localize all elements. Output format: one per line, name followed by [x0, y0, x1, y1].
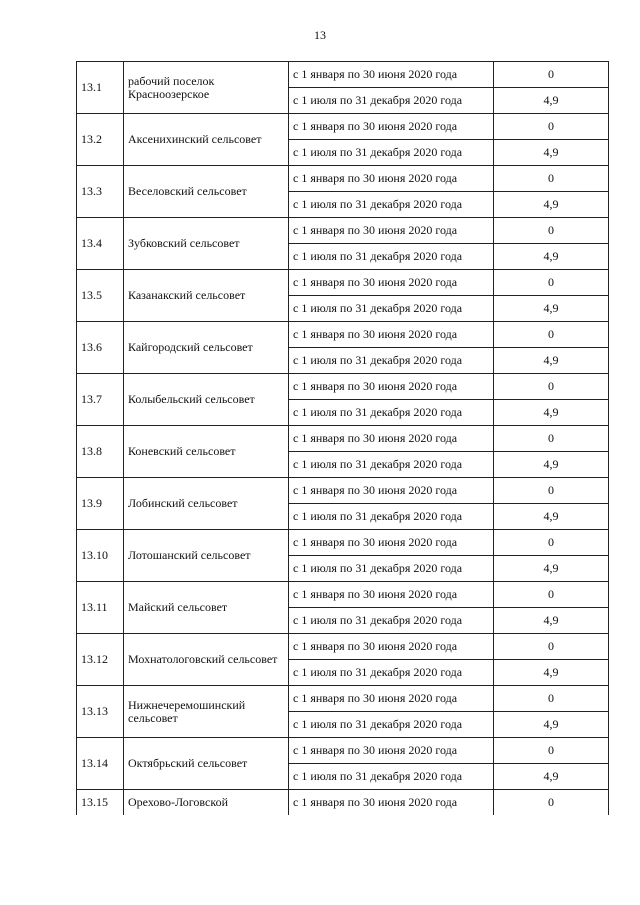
value-first: 0 [494, 738, 609, 764]
period-first: с 1 января по 30 июня 2020 года [289, 582, 494, 608]
period-first: с 1 января по 30 июня 2020 года [289, 530, 494, 556]
period-second: с 1 июля по 31 декабря 2020 года [289, 556, 494, 582]
row-number: 13.3 [77, 166, 124, 218]
row-number: 13.15 [77, 790, 124, 816]
settlement-name: Коневский сельсовет [124, 426, 289, 478]
table-row [77, 530, 609, 556]
table-row [77, 218, 609, 244]
period-first: с 1 января по 30 июня 2020 года [289, 478, 494, 504]
value-second: 4,9 [494, 764, 609, 790]
value-first: 0 [494, 270, 609, 296]
settlement-name: Мохнатологовский сельсовет [124, 634, 289, 686]
settlement-name: Зубковский сельсовет [124, 218, 289, 270]
row-number: 13.11 [77, 582, 124, 634]
table-row [77, 62, 609, 88]
settlement-name: Лотошанский сельсовет [124, 530, 289, 582]
value-second: 4,9 [494, 348, 609, 374]
row-number: 13.10 [77, 530, 124, 582]
row-number: 13.4 [77, 218, 124, 270]
period-first: с 1 января по 30 июня 2020 года [289, 114, 494, 140]
period-first: с 1 января по 30 июня 2020 года [289, 270, 494, 296]
period-second: с 1 июля по 31 декабря 2020 года [289, 88, 494, 114]
value-first: 0 [494, 114, 609, 140]
row-number: 13.8 [77, 426, 124, 478]
period-first: с 1 января по 30 июня 2020 года [289, 686, 494, 712]
settlement-name: Казанакский сельсовет [124, 270, 289, 322]
value-first: 0 [494, 530, 609, 556]
period-first: с 1 января по 30 июня 2020 года [289, 426, 494, 452]
table-row [77, 270, 609, 296]
table-row [77, 374, 609, 400]
period-first: с 1 января по 30 июня 2020 года [289, 218, 494, 244]
value-first: 0 [494, 62, 609, 88]
value-second: 4,9 [494, 712, 609, 738]
period-second: с 1 июля по 31 декабря 2020 года [289, 504, 494, 530]
value-first: 0 [494, 634, 609, 660]
value-first: 0 [494, 218, 609, 244]
table-body [77, 62, 609, 816]
value-first: 0 [494, 582, 609, 608]
table-row [77, 322, 609, 348]
row-number: 13.14 [77, 738, 124, 790]
value-first: 0 [494, 322, 609, 348]
settlement-name: Колыбельский сельсовет [124, 374, 289, 426]
period-second: с 1 июля по 31 декабря 2020 года [289, 400, 494, 426]
period-first: с 1 января по 30 июня 2020 года [289, 62, 494, 88]
value-second: 4,9 [494, 192, 609, 218]
period-first: с 1 января по 30 июня 2020 года [289, 166, 494, 192]
value-second: 4,9 [494, 140, 609, 166]
row-number: 13.12 [77, 634, 124, 686]
row-number: 13.13 [77, 686, 124, 738]
value-second: 4,9 [494, 296, 609, 322]
row-number: 13.5 [77, 270, 124, 322]
settlement-name: Майский сельсовет [124, 582, 289, 634]
value-first: 0 [494, 426, 609, 452]
settlement-name: Веселовский сельсовет [124, 166, 289, 218]
row-number: 13.2 [77, 114, 124, 166]
period-second: с 1 июля по 31 декабря 2020 года [289, 660, 494, 686]
value-second: 4,9 [494, 608, 609, 634]
period-second: с 1 июля по 31 декабря 2020 года [289, 244, 494, 270]
settlement-name: Орехово-Логовской [124, 790, 289, 816]
period-first: с 1 января по 30 июня 2020 года [289, 374, 494, 400]
value-second: 4,9 [494, 452, 609, 478]
table-row [77, 166, 609, 192]
table-row [77, 426, 609, 452]
period-second: с 1 июля по 31 декабря 2020 года [289, 764, 494, 790]
settlement-name: Нижнечеремошинский сельсовет [124, 686, 289, 738]
table-row [77, 738, 609, 764]
period-second: с 1 июля по 31 декабря 2020 года [289, 608, 494, 634]
page-number: 13 [314, 28, 326, 42]
value-second: 4,9 [494, 88, 609, 114]
table-row [77, 686, 609, 712]
period-first: с 1 января по 30 июня 2020 года [289, 738, 494, 764]
period-first: с 1 января по 30 июня 2020 года [289, 634, 494, 660]
row-number: 13.9 [77, 478, 124, 530]
period-first: с 1 января по 30 июня 2020 года [289, 790, 494, 816]
settlement-name: Кайгородский сельсовет [124, 322, 289, 374]
settlement-name: рабочий поселок Красноозерское [124, 62, 289, 114]
period-second: с 1 июля по 31 декабря 2020 года [289, 296, 494, 322]
settlement-name: Октябрьский сельсовет [124, 738, 289, 790]
table-row [77, 634, 609, 660]
value-first: 0 [494, 790, 609, 816]
period-second: с 1 июля по 31 декабря 2020 года [289, 140, 494, 166]
value-second: 4,9 [494, 244, 609, 270]
value-first: 0 [494, 686, 609, 712]
period-second: с 1 июля по 31 декабря 2020 года [289, 452, 494, 478]
value-first: 0 [494, 478, 609, 504]
period-second: с 1 июля по 31 декабря 2020 года [289, 348, 494, 374]
table-row [77, 582, 609, 608]
period-first: с 1 января по 30 июня 2020 года [289, 322, 494, 348]
value-first: 0 [494, 166, 609, 192]
row-number: 13.7 [77, 374, 124, 426]
settlement-name: Лобинский сельсовет [124, 478, 289, 530]
row-number: 13.1 [77, 62, 124, 114]
value-second: 4,9 [494, 660, 609, 686]
settlement-name: Аксенихинский сельсовет [124, 114, 289, 166]
table-row [77, 114, 609, 140]
tariff-table [76, 61, 609, 815]
value-first: 0 [494, 374, 609, 400]
period-second: с 1 июля по 31 декабря 2020 года [289, 192, 494, 218]
period-second: с 1 июля по 31 декабря 2020 года [289, 712, 494, 738]
row-number: 13.6 [77, 322, 124, 374]
table-row [77, 790, 609, 816]
table-row [77, 478, 609, 504]
value-second: 4,9 [494, 400, 609, 426]
value-second: 4,9 [494, 556, 609, 582]
value-second: 4,9 [494, 504, 609, 530]
